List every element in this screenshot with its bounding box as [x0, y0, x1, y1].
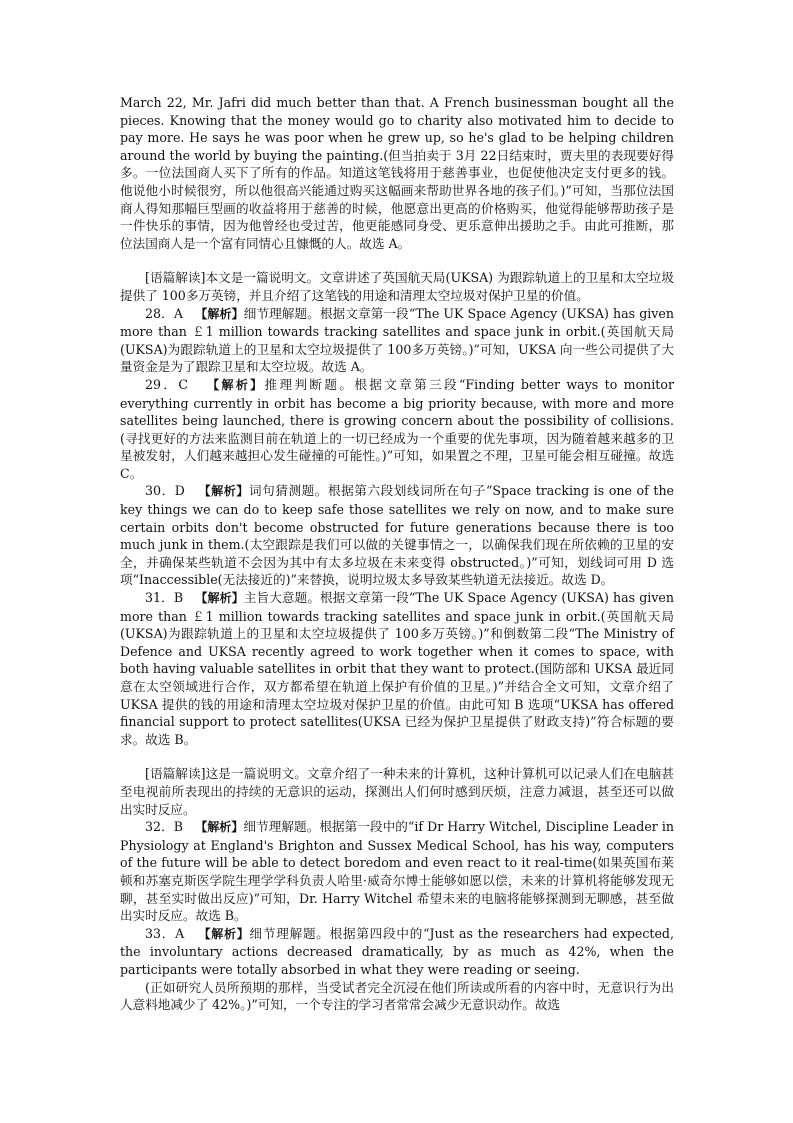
paragraph-q27-continued	[120, 94, 674, 252]
paragraph-text: March 22, Mr. Jafri did much better than that. A French businessman bought all the pieces. Knowing that the money would go to charity also motivated him to decide to pay more. He says he was poor when he grew up, so he's glad to be helping children around the world by buying the painting.(但当拍卖于 3月 22日结束时，贾夫里的表现要好得多。一位法国商人买下了所有的作品。知道这笔钱将用于慈善事业，也促使他决定支付更多的钱。他说他小时候很穷，所以他很高兴能通过购买这幅画来帮助世界各地的孩子们。)”可知，当那位法国商人得知那幅巨型画的收益将用于慈善的时候，他愿意出更高的价格购买，他觉得能够帮助孩子是一件快乐的事情，因为他曾经也受过苦，他更能感同身受、更乐意伸出援助之手。由此可推断，那位法国商人是一个富有同情心且慷慨的人。故选 A。	[120, 95, 674, 251]
answer-28	[120, 305, 674, 376]
question-number: 32．B	[145, 819, 183, 835]
analysis-tag: 【解析】	[198, 926, 250, 941]
passage-summary-uksa	[120, 269, 674, 304]
answer-33-translation	[120, 979, 674, 1014]
paragraph-text: [语篇解读]本文是一篇说明文。文章讲述了英国航天局(UKSA) 为跟踪轨道上的卫星和太空垃圾提供了 100多万英镑，并且介绍了这笔钱的用途和清理太空垃圾对保护卫星的价值。	[120, 270, 674, 303]
paragraph-text: (正如研究人员所预期的那样，当受试者完全沉浸在他们所读或所看的内容中时，无意识行为出人意料地减少了 42%。)”可知，一个专注的学习者常常会减少无意识动作。故选	[120, 979, 674, 1013]
analysis-tag: 【解析】	[207, 377, 265, 392]
answer-31	[120, 589, 674, 748]
answer-explanations	[120, 94, 674, 1014]
analysis-tag: 【解析】	[195, 306, 244, 321]
paragraph-text: 主旨大意题。根据文章第一段“The UK Space Agency (UKSA) has given more than ￡1 million towards tracking satellites and space junk in orbit.(英国航天局(UKSA)为跟踪轨道上的卫星和太空垃圾提供了 100多万英镑。)”和倒数第二段“The Ministry of Defence and UKSA recently agreed to work together when it comes to space, with both having valuable satellites in orbit that they want to protect.(国防部和 UKSA 最近同意在太空领域进行合作，双方都希望在轨道上保护有价值的卫星。)”并结合全文可知，文章介绍了 UKSA 提供的钱的用途和清理太空垃圾对保护卫星的价值。由此可知 B 选项“UKSA has offered financial support to protect satellites(UKSA 已经为保护卫星提供了财政支持)”符合标题的要求。故选 B。	[120, 590, 674, 747]
question-number: 33．A	[145, 925, 185, 941]
answer-33	[120, 925, 674, 979]
answer-32	[120, 818, 674, 925]
question-number: 28．A	[145, 305, 183, 321]
answer-30	[120, 482, 674, 589]
analysis-tag: 【解析】	[195, 820, 244, 835]
paragraph-text: 细节理解题。根据第一段中的“if Dr Harry Witchel, Discipline Leader in Physiology at England's Brighton and Sussex Medical School, has his way, computers of the future will be able to detect boredom and even react to it real-time(如果英国布莱顿和苏塞克斯医学院生理学学科负责人哈里·威奇尔博士能够如愿以偿，未来的计算机将能够发现无聊，甚至实时做出反应)”可知，Dr. Harry Witchel 希望未来的电脑将能够探测到无聊感，甚至做出实时反应。故选 B。	[120, 819, 674, 924]
analysis-tag: 【解析】	[195, 591, 244, 606]
paragraph-text: 推理判断题。根据文章第三段“Finding better ways to monitor everything currently in orbit has become a big priority because, with more and more satellites being launched, there is growing concern about the possibility of collisions.(寻找更好的方法来监测目前在轨道上的一切已经成为一个重要的优先事项，因为随着越来越多的卫星被发射，人们越来越担心发生碰撞的可能性。)”可知，如果置之不理，卫星可能会相互碰撞。故选 C。	[120, 376, 674, 481]
answer-29	[120, 376, 674, 483]
question-number: 29．C	[145, 376, 188, 392]
analysis-tag: 【解析】	[198, 484, 249, 499]
passage-summary-computer	[120, 765, 674, 818]
paragraph-text: 细节理解题。根据第四段中的“Just as the researchers had expected, the involuntary actions decreased dramatically, by as much as 42%, when the participants were totally absorbed in what they were reading or seeing.	[120, 925, 674, 977]
question-number: 30．D	[145, 483, 185, 499]
paragraph-text: 细节理解题。根据文章第一段“The UK Space Agency (UKSA) has given more than ￡1 million towards tracking satellites and space junk in orbit.(英国航天局(UKSA)为跟踪轨道上的卫星和太空垃圾提供了 100多万英镑。)”可知，UKSA 向一些公司提供了大量资金是为了跟踪卫星和太空垃圾。故选 A。	[120, 305, 674, 375]
question-number: 31．B	[145, 590, 184, 606]
paragraph-text: [语篇解读]这是一篇说明文。文章介绍了一种未来的计算机，这种计算机可以记录人们在电脑甚至电视前所表现出的持续的无意识的运动，探测出人们何时感到厌烦，注意力减退，甚至还可以做出实时反应。	[120, 766, 674, 817]
paragraph-text: 词句猜测题。根据第六段划线词所在句子“Space tracking is one of the key things we can do to keep safe those satellites we rely on now, and to make sure certain orbits don't become obstructed for future generations because there is too much junk in them.(太空跟踪是我们可以做的关键事情之一，以确保我们现在所依赖的卫星的安全，并确保某些轨道不会因为其中有太多垃圾在未来变得 obstructed。)”可知，划线词可用 D 选项“Inaccessible(无法接近的)”来替换，说明垃圾太多导致某些轨道无法接近。故选 D。	[120, 483, 675, 588]
